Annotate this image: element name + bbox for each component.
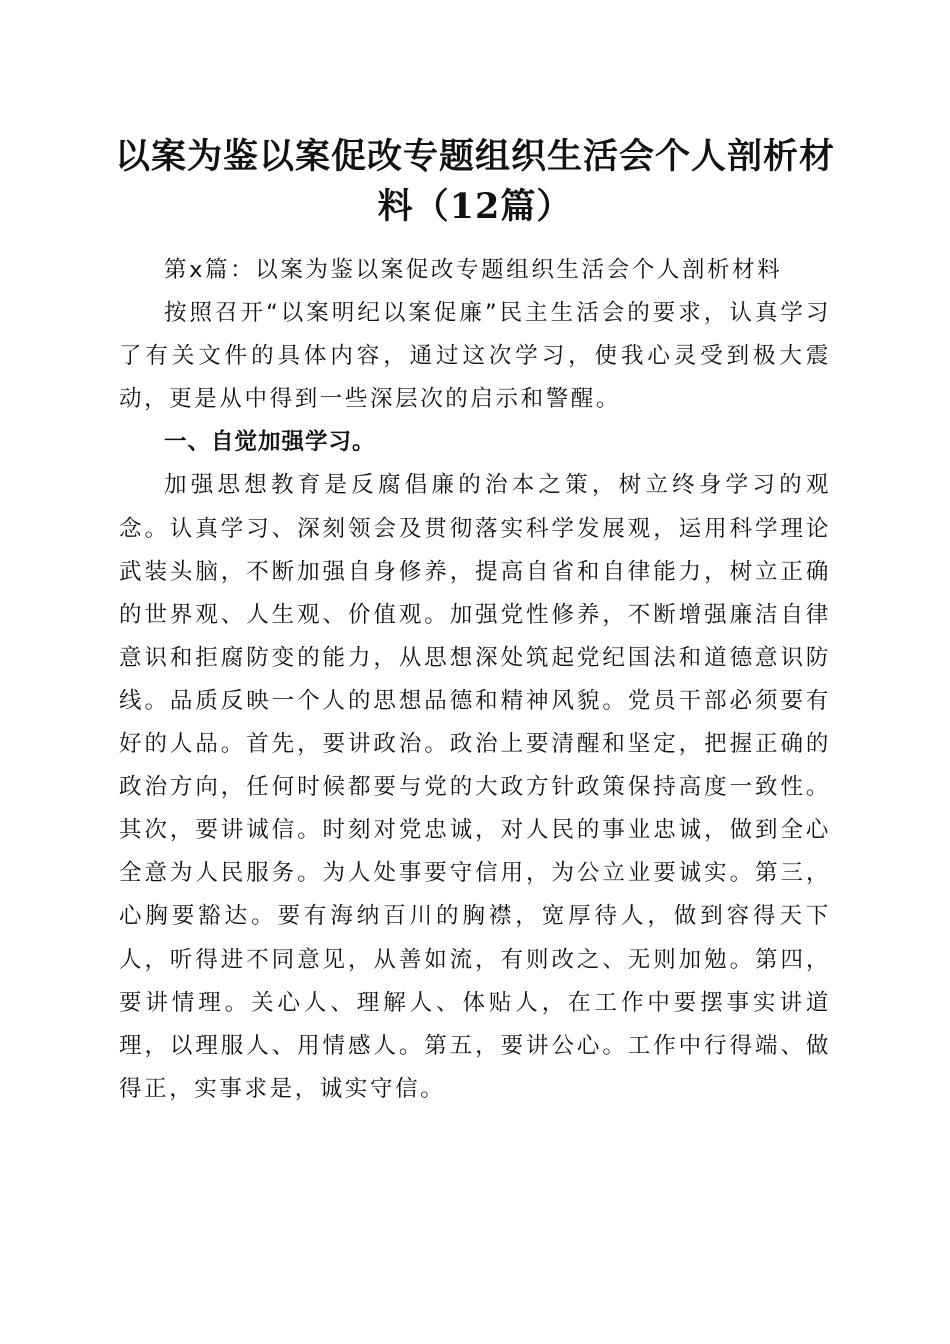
document-subtitle: 第x篇：以案为鉴以案促改专题组织生活会个人剖析材料 [164, 257, 783, 283]
section-paragraph: 加强思想教育是反腐倡廉的治本之策，树立终身学习的观念。认真学习、深刻领会及贯彻落实科学发展观，运用科学理论武装头脑，不断加强自身修养，提高自省和自律能力，树立正确的世界观、人生观、价值观。加强党性修养，不断增强廉洁自律意识和拒腐防变的能力，从思想深处筑起党纪国法和道德意识防线。品质反映一个人的思想品德和精神风貌。党员干部必须要有好的人品。首先，要讲政治。政治上要清醒和坚定，把握正确的政治方向，任何时候都要与党的大政方针政策保持高度一致性。其次，要讲诚信。时刻对党忠诚，对人民的事业忠诚，做到全心全意为人民服务。为人处事要守信用，为公立业要诚实。第三，心胸要豁达。要有海纳百川的胸襟，宽厚待人，做到容得天下人，听得进不同意见，从善如流，有则改之、无则加勉。第四，要讲情理。关心人、理解人、体贴人，在工作中要摆事实讲道理，以理服人、用情感人。第五，要讲公心。工作中行得端、做得正，实事求是，诚实守信。 [119, 472, 831, 1102]
section-heading: 一、自觉加强学习。 [164, 429, 376, 456]
document-body [119, 249, 831, 1111]
document-title: 以案为鉴以案促改专题组织生活会个人剖析材料（12篇） [114, 136, 835, 227]
intro-paragraph: 按照召开“以案明纪以案促廉”民主生活会的要求，认真学习了有关文件的具体内容，通过这次学习，使我心灵受到极大震动，更是从中得到一些深层次的启示和警醒。 [119, 300, 831, 413]
